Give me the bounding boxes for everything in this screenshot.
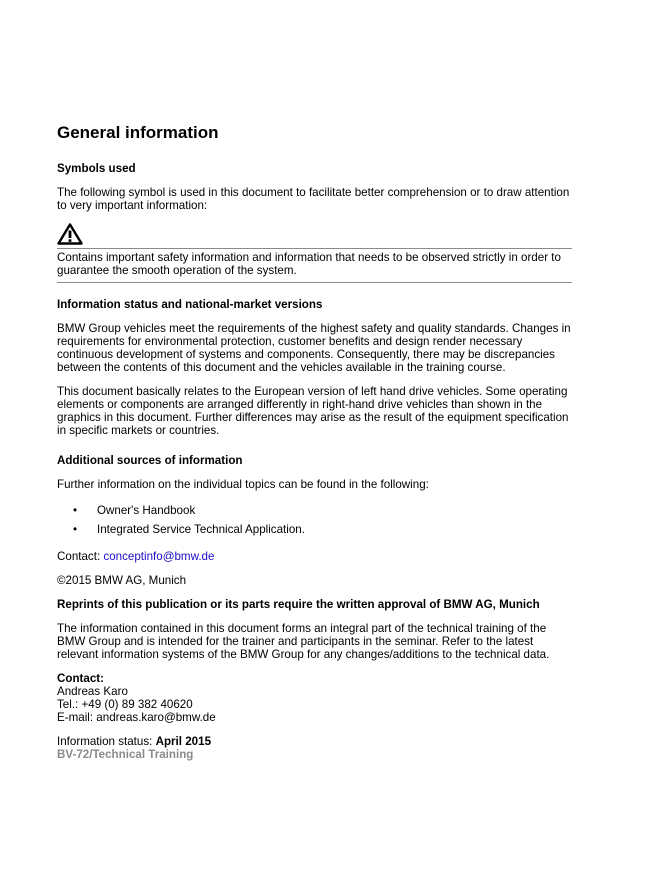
page-title: General information <box>57 123 219 142</box>
note-top-rule <box>57 248 572 249</box>
list-item: • Integrated Service Technical Application. <box>73 523 305 536</box>
symbols-intro: The following symbol is used in this document to facilitate better comprehension or to draw attention to very important information: <box>57 186 570 212</box>
contact-email-link[interactable]: conceptinfo@bmw.de <box>103 550 215 563</box>
sources-heading: Additional sources of information <box>57 454 243 467</box>
note-bottom-rule <box>57 282 572 283</box>
status-paragraph-2: This document basically relates to the European version of left hand drive vehicles. Some operating elements or components are arranged differently in right-hand drive vehicles than shown in the graphics in this document. Further differences may arise as the result of the equipment specification in specific markets or countries. <box>57 385 569 437</box>
sources-contact-label: Contact: <box>57 550 104 563</box>
contact-tel: Tel.: +49 (0) 89 382 40620 <box>57 698 193 711</box>
info-status-label: Information status: <box>57 735 156 748</box>
symbols-heading: Symbols used <box>57 162 136 175</box>
list-item-label: Owner's Handbook <box>97 504 196 517</box>
copyright: ©2015 BMW AG, Munich <box>57 574 187 587</box>
sources-list <box>57 504 572 536</box>
training-note: The information contained in this document forms an integral part of the technical training of the BMW Group and is intended for the trainer and participants in the seminar. Refer to the latest relevant information systems of the BMW Group for any changes/additions to the technical data. <box>57 622 550 661</box>
warning-triangle-icon <box>57 223 572 245</box>
contact-label: Contact: <box>57 672 105 685</box>
status-heading: Information status and national-market versions <box>57 298 323 311</box>
contact-name: Andreas Karo <box>57 685 128 698</box>
sources-contact <box>57 550 572 563</box>
contact-email: E-mail: andreas.karo@bmw.de <box>57 711 216 724</box>
document-page <box>57 123 572 761</box>
department: BV-72/Technical Training <box>57 748 194 761</box>
sources-intro: Further information on the individual topics can be found in the following: <box>57 478 429 491</box>
safety-note: Contains important safety information and information that needs to be observed strictly in order to guarantee the smooth operation of the system. <box>57 251 561 277</box>
list-item: • Owner's Handbook <box>73 504 196 517</box>
list-item-label: Integrated Service Technical Application. <box>97 523 305 536</box>
reprint-notice: Reprints of this publication or its parts require the written approval of BMW AG, Munich <box>57 598 540 611</box>
status-paragraph-1: BMW Group vehicles meet the requirements of the highest safety and quality standards. Changes in requirements for environmental protection, customer benefits and design render necessary continuous development of systems and components. Consequently, there may be discrepancies between the contents of this document and the vehicles available in the training course. <box>57 322 571 374</box>
info-status-date: April 2015 <box>155 735 212 748</box>
info-status <box>57 735 572 748</box>
